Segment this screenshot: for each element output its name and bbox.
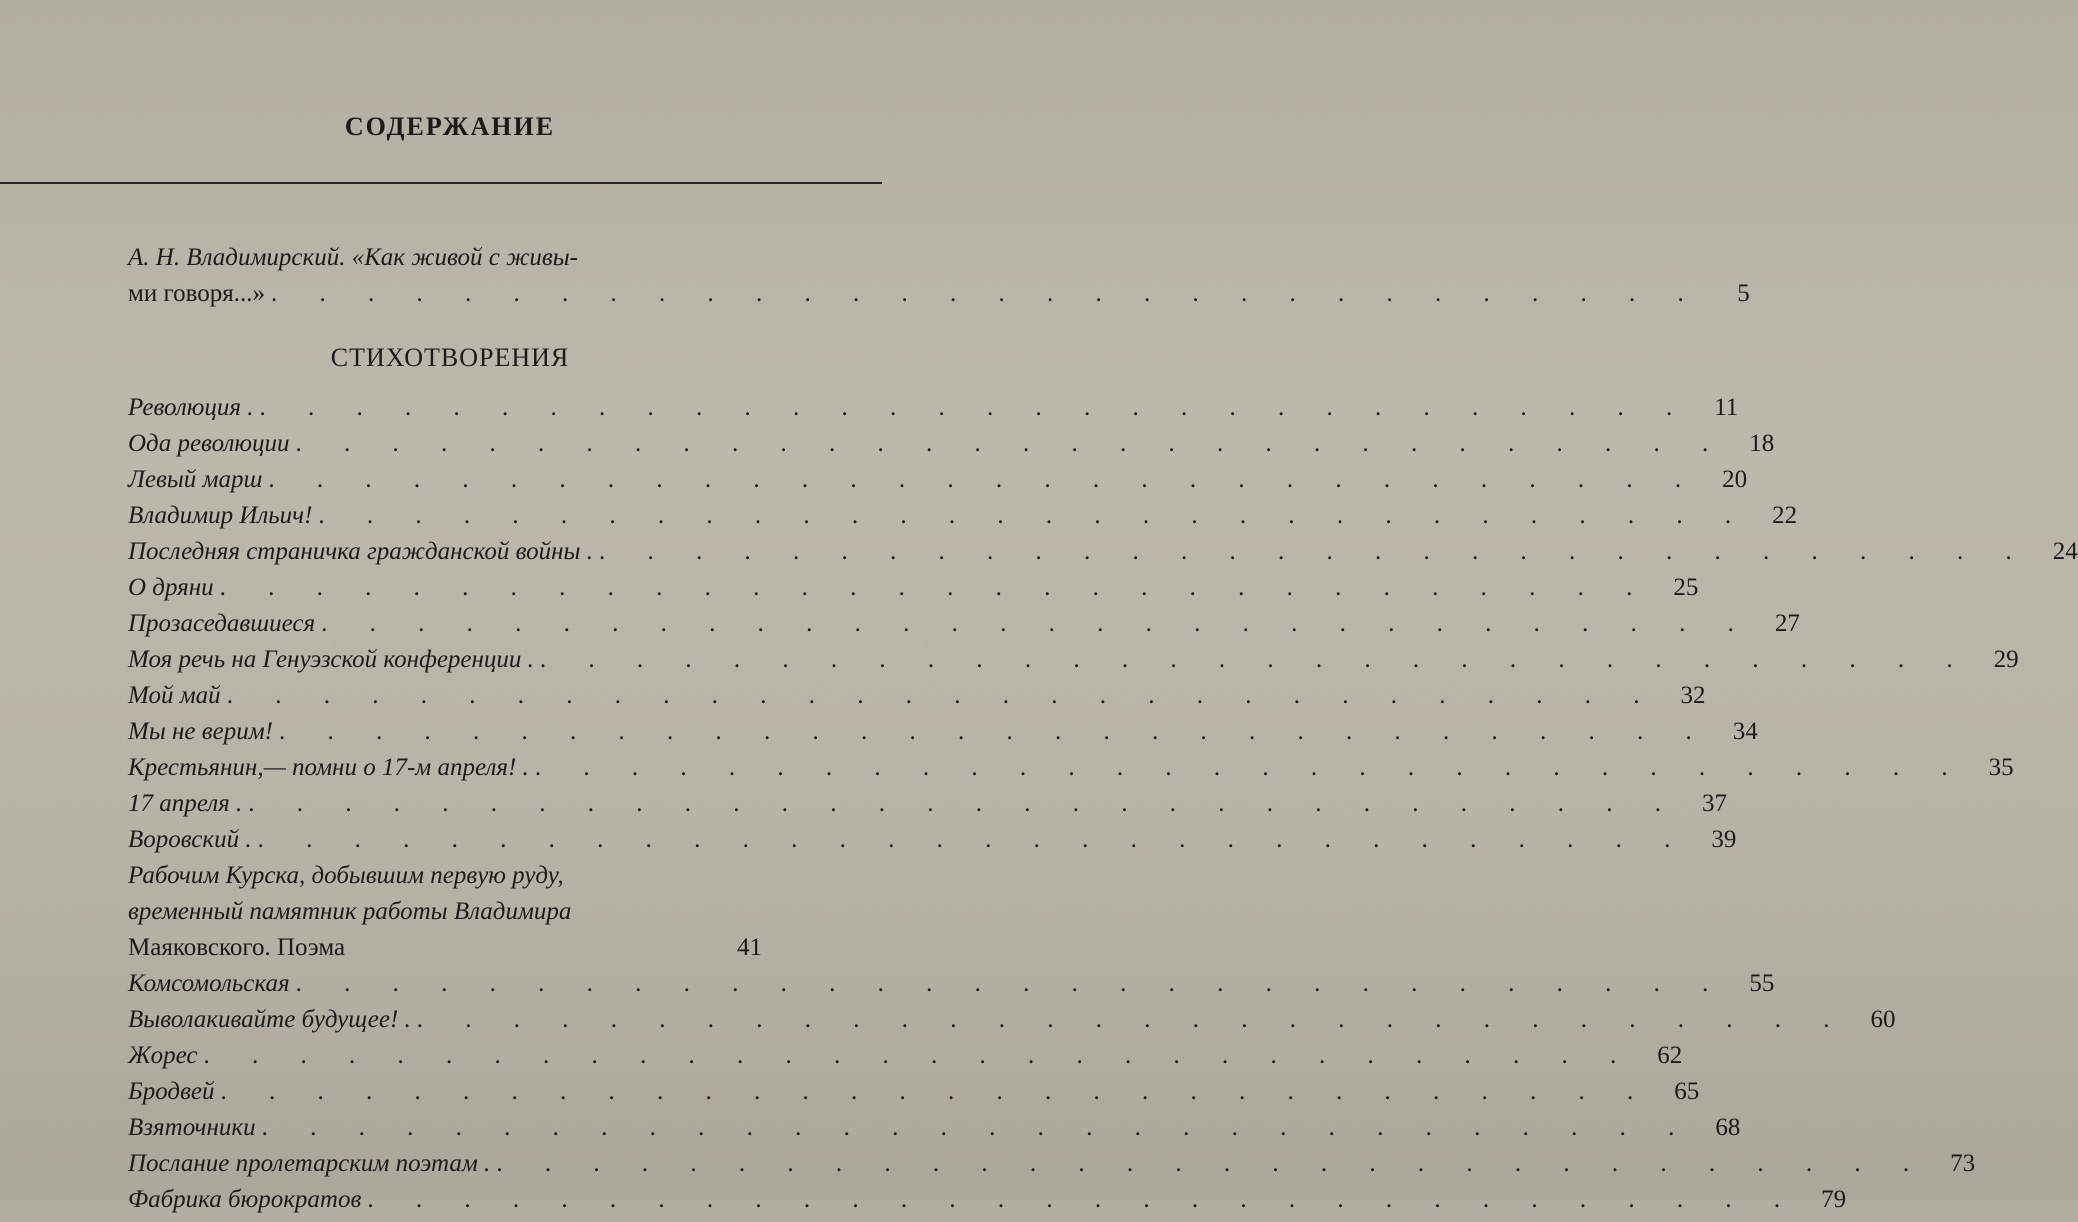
toc-entry [128,1186,1847,1222]
page-number: 11 [1714,394,1739,421]
toc-list [128,394,2078,1222]
toc-entry-title: Последняя страничка гражданской войны . [128,538,593,565]
toc-entry [128,826,1737,862]
page-number: 5 [1737,280,1750,307]
leader-dots: . . . . . . . . . . . . . . . . . . . . . . . . . . . . . . [496,1150,1928,1177]
page-number: 60 [1870,1006,1896,1033]
toc-entry-title: Крестьянин,— помни о 17-м апреля! . [128,754,529,781]
leader-dots: . . . . . . . . . . . . . . . . . . . . . . . . . . . . . . [367,1186,1799,1213]
toc-entry [128,1042,1683,1078]
toc-entry [128,1150,1976,1186]
page-number: 25 [1673,574,1699,601]
page-number: 55 [1749,970,1775,997]
page-number: 34 [1732,718,1758,745]
leader-dots: . . . . . . . . . . . . . . . . . . . . . . . . . . . . . . [220,1078,1652,1105]
page-number: 24 [2052,538,2078,565]
leader-dots: . . . . . . . . . . . . . . . . . . . . . . . . . . . . . . [295,970,1727,997]
toc-entry-title: Воровский . [128,826,252,853]
leader-dots: . . . . . . . . . . . . . . . . . . . . . . . . . . . . . . [257,826,1689,853]
toc-entry [128,502,1798,538]
toc-entry-title: Бродвей [128,1078,215,1105]
page-number: 68 [1715,1114,1741,1141]
heading-rule [0,182,882,184]
page-number: 35 [1988,754,2014,781]
leader-dots: . . . . . . . . . . . . . . . . . . . . . . . . . . . . . . [539,646,1971,673]
toc-entry-title: 17 апреля . [128,790,243,817]
toc-entry [128,466,1748,502]
toc-entry [128,1078,1700,1114]
intro-line-2: ми говоря...» [128,280,265,307]
toc-entry [128,538,2078,574]
toc-entry-title: Революция . [128,394,254,421]
intro-row [128,280,1750,316]
toc-entry [128,1006,1896,1042]
page-number: 79 [1821,1186,1847,1213]
leader-dots: . . . . . . . . . . . . . . . . . . . . . . . . . . . . . . [321,610,1752,637]
leader-dots: . . . . . . . . . . . . . . . . . . . . . . . . . . . . . . [416,1006,1848,1033]
toc-entry [128,610,1800,646]
page-heading: СОДЕРЖАНИЕ [344,112,556,141]
toc-entry [128,682,1706,718]
toc-entry [128,430,1775,466]
leader-dots: . . . . . . . . . . . . . . . . . . . . . . . . . . . . . . [203,1042,1635,1069]
intro-line-1: А. Н. Владимирский. «Как живой с живы- [128,244,578,271]
page-number: 27 [1774,610,1800,637]
toc-entry [128,574,1699,610]
toc-entry-title: Послание пролетарским поэтам . [128,1150,491,1177]
intro-entry [128,244,1750,316]
toc-entry [128,646,2019,682]
leader-dots: . . . . . . . . . . . . . . . . . . . . . . . . . . . . . . [599,538,2030,565]
toc-entry [128,970,1775,1006]
leader-dots: . . . . . . . . . . . . . . . . . . . . . . . . . . . . . . [268,466,1700,493]
toc-entry-title: Жорес [128,1042,198,1069]
page-number: 73 [1950,1150,1976,1177]
toc-entry-title: Прозаседавшиеся [128,610,316,637]
page-number: 32 [1680,682,1706,709]
toc-entry-title: Фабрика бюрократов [128,1186,362,1213]
leader-dots: . . . . . . . . . . . . . . . . . . . . . . . . . . . . . . [261,1114,1693,1141]
page-number: 18 [1749,430,1775,457]
page-number: 62 [1657,1042,1683,1069]
page-number: 41 [737,934,762,961]
page-number: 29 [1993,646,2019,673]
page-number: 20 [1722,466,1748,493]
page-number: 37 [1702,790,1727,817]
toc-entry-title: О дряни [128,574,214,601]
toc-entry [128,718,1758,754]
leader-dots: . . . . . . . . . . . . . . . . . . . . . . . . . . . . . . [318,502,1750,529]
leader-dots: . . . . . . . . . . . . . . . . . . . . . . . . . . . . . . [534,754,1966,781]
leader-dots: . . . . . . . . . . . . . . . . . . . . . . . . . . . . . . [219,574,1651,601]
kursk-line-1: Рабочим Курска, добывшим первую руду, [128,862,564,889]
toc-entry-title: Левый марш [128,466,263,493]
section-title: СТИХОТВОРЕНИЯ [330,343,570,372]
toc-entry-title: Выволакивайте будущее! . [128,1006,411,1033]
page-number: 65 [1674,1078,1700,1105]
toc-entry-title: Владимир Ильич! [128,502,313,529]
toc-entry [128,754,2014,790]
kursk-row [128,934,762,970]
toc-entry-title: Ода революции [128,430,290,457]
toc-entry-title: Мы не верим! [128,718,273,745]
page-number: 39 [1711,826,1737,853]
leader-dots: . . . . . . . . . . . . . . . . . . . . . . . . . . . . . . [259,394,1691,421]
toc-entry [128,1114,1741,1150]
kursk-line-2: временный памятник работы Владимира [128,898,572,925]
leader-dots: . . . . . . . . . . . . . . . . . . . . . . . . . . . . . . [295,430,1727,457]
toc-entry [128,394,1739,430]
toc-entry-title: Взяточники [128,1114,256,1141]
kursk-line-3: Маяковского. Поэма [128,934,346,961]
toc-entry [128,790,1727,826]
leader-dots: . . . . . . . . . . . . . . . . . . . . . . . . . . . . . . [278,718,1710,745]
toc-entry-title: Комсомольская [128,970,290,997]
page-number: 22 [1772,502,1798,529]
leader-dots: . . . . . . . . . . . . . . . . . . . . . . . . . . . . . . [248,790,1679,817]
leader-dots: . . . . . . . . . . . . . . . . . . . . . . . . . . . . . . [226,682,1658,709]
leader-dots: . . . . . . . . . . . . . . . . . . . . . . . . . . . . . . [270,280,1702,307]
toc-entry-title: Моя речь на Генуэзской конференции . [128,646,534,673]
toc-entry-title: Мой май [128,682,221,709]
